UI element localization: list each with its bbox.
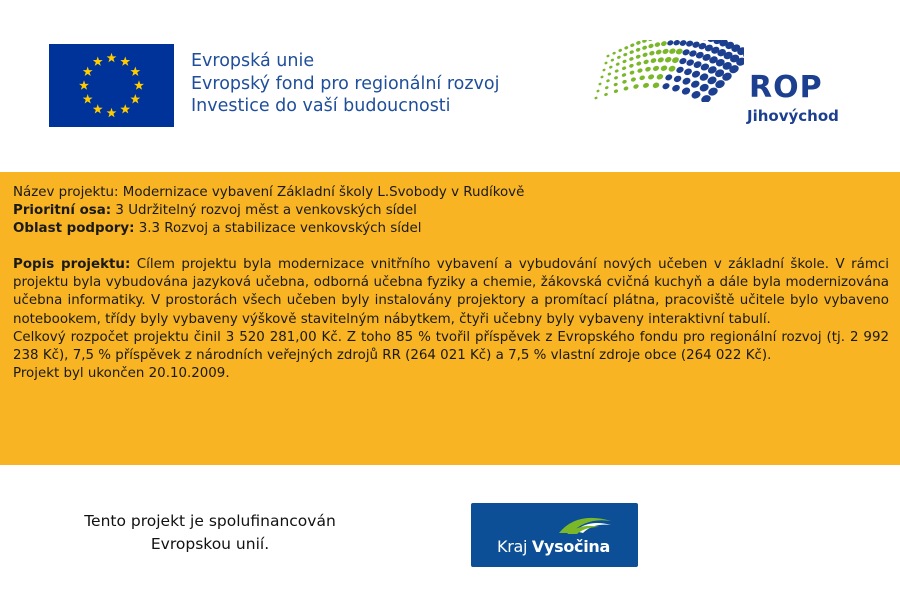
rop-dot xyxy=(613,82,618,87)
rop-dot xyxy=(681,86,692,96)
rop-dot xyxy=(691,69,701,79)
kraj-label-light: Kraj xyxy=(497,537,532,556)
project-name xyxy=(13,184,889,202)
rop-dot xyxy=(598,82,602,85)
rop-dot xyxy=(671,56,680,64)
rop-dot xyxy=(647,73,655,80)
rop-dot xyxy=(690,90,701,100)
rop-dot xyxy=(612,51,616,55)
support-area-value: 3.3 Rozvoj a stabilizace venkovských sídel xyxy=(134,221,422,237)
rop-dot xyxy=(650,57,657,64)
rop-dot xyxy=(614,76,619,81)
cofinance-line-2: Evropskou unií. xyxy=(150,535,270,553)
kraj-label-bold: Vysočina xyxy=(531,537,611,556)
rop-dot xyxy=(623,52,628,57)
project-description xyxy=(13,256,889,328)
rop-dot xyxy=(643,59,650,65)
rop-dot xyxy=(614,69,619,73)
rop-dot xyxy=(636,61,642,67)
rop-dot xyxy=(594,96,598,99)
project-description-value: Cílem projektu byla modernizace vnitřního vybavení a vybudování nových učeben v základní škole. V rámci projektu byla vybudována jazyková učebna, odborná učebna fyziky a chemie, žákovská cvičná kuchyň a dále byla modernizována učebna informatiky. V prostorách všech učeben byly instalovány projektory a promítací plátna, pracoviště učitele bylo vybaveno notebookem, třídy byly vybaveny výškově stavitelným nábytkem, čtyři učebny byly vybaveny interaktivní tabulí. xyxy=(13,257,890,327)
priority-axis xyxy=(13,202,889,220)
rop-dot xyxy=(617,55,622,59)
rop-dot xyxy=(675,66,684,75)
rop-dot xyxy=(655,49,662,56)
rop-dot xyxy=(652,81,660,89)
rop-dot xyxy=(610,58,614,62)
rop-dot xyxy=(639,75,646,81)
support-area xyxy=(13,220,889,238)
rop-dot xyxy=(613,89,618,94)
rop-dot xyxy=(609,65,613,69)
cofinance-line-1: Tento projekt je spolufinancován xyxy=(84,512,336,530)
project-name-value: Modernizace vybavení Základní školy L.Svobody v Rudíkově xyxy=(118,185,525,200)
eu-line-3: Investice do vaší budoucnosti xyxy=(191,96,451,116)
eu-line-1: Evropská unie xyxy=(191,51,315,71)
kraj-vysocina-logo xyxy=(471,503,638,567)
rop-dot xyxy=(656,73,664,81)
rop-dot xyxy=(648,43,655,49)
rop-dot xyxy=(682,48,691,56)
kraj-swoosh-icon xyxy=(557,513,613,535)
rop-dot xyxy=(678,57,687,65)
rop-dot xyxy=(621,66,626,71)
rop-dot xyxy=(668,65,677,73)
rop-dot xyxy=(657,56,665,63)
rop-logo-title: ROP xyxy=(749,70,823,105)
rop-dot xyxy=(636,40,642,45)
rop-dot xyxy=(671,84,681,93)
eu-line-2: Evropský fond pro regionální rozvoj xyxy=(191,73,500,94)
rop-dot xyxy=(664,73,673,81)
rop-dot xyxy=(629,56,635,61)
kraj-label xyxy=(497,537,610,556)
rop-dot xyxy=(664,56,672,64)
rop-dot xyxy=(673,40,681,46)
rop-dot xyxy=(652,65,660,72)
rop-dot xyxy=(629,50,634,55)
rop-dot xyxy=(622,79,628,84)
rop-dot xyxy=(642,52,648,58)
rop-dot xyxy=(660,40,667,47)
rop-dot xyxy=(679,40,688,47)
rop-dot xyxy=(630,43,635,48)
project-end: Projekt byl ukončen 20.10.2009. xyxy=(13,365,230,381)
rop-dot xyxy=(681,77,691,86)
rop-dot xyxy=(641,45,647,51)
rop-dot xyxy=(618,48,623,52)
rop-dot xyxy=(675,48,684,56)
rop-dot xyxy=(630,77,636,83)
cofinance-statement xyxy=(40,510,380,556)
eu-flag-logo xyxy=(49,44,174,127)
rop-dot xyxy=(661,82,670,90)
support-area-label: Oblast podpory: xyxy=(13,221,135,237)
rop-dot xyxy=(635,47,641,52)
rop-dot xyxy=(606,79,610,83)
rop-dot xyxy=(607,72,611,76)
rop-dot xyxy=(604,92,609,96)
priority-axis-label: Prioritní osa: xyxy=(13,203,112,219)
rop-dot xyxy=(624,46,629,50)
rop-dot xyxy=(605,86,609,90)
rop-dot xyxy=(600,75,604,78)
rop-dot xyxy=(633,83,640,89)
rop-dot xyxy=(648,50,655,56)
rop-dot xyxy=(690,79,701,89)
rop-dot xyxy=(668,47,676,54)
project-description-label: Popis projektu: xyxy=(13,257,131,273)
rop-dot xyxy=(683,67,693,76)
rop-dots-logo xyxy=(592,40,744,102)
rop-logo-subtitle: Jihovýchod xyxy=(747,107,839,125)
rop-dot xyxy=(622,59,627,64)
rop-dot xyxy=(685,58,695,67)
rop-dot xyxy=(635,54,641,59)
rop-dot xyxy=(629,70,635,76)
rop-dot xyxy=(628,63,634,68)
project-info-panel xyxy=(0,172,900,465)
rop-dot xyxy=(654,41,661,47)
project-budget: Celkový rozpočet projektu činil 3 520 281,00 Kč. Z toho 85 % tvořil příspěvek z Evropského fondu pro regionální rozvoj (tj. 2 992 238 Kč), 7,5 % příspěvek z národních veřejných zdrojů RR (264 021 Kč) a 7,5 % vlastní zdroje obce (264 022 Kč). xyxy=(13,329,889,363)
rop-dot xyxy=(602,68,606,71)
rop-dot xyxy=(698,82,710,92)
rop-dot xyxy=(662,48,670,55)
rop-dot xyxy=(606,54,610,57)
rop-dot xyxy=(660,64,668,72)
rop-dot xyxy=(615,62,620,66)
rop-dot xyxy=(647,40,653,42)
rop-dot xyxy=(642,82,650,89)
rop-dot xyxy=(596,89,600,92)
priority-axis-value: 3 Udržitelný rozvoj měst a venkovských sídel xyxy=(111,203,417,219)
project-name-label: Název projektu: xyxy=(13,185,119,200)
rop-dot xyxy=(673,75,683,84)
rop-dot xyxy=(666,40,674,46)
rop-dot xyxy=(641,40,647,44)
rop-dot xyxy=(621,72,627,77)
rop-dot xyxy=(644,66,651,73)
rop-dot xyxy=(637,68,644,74)
eu-text-block xyxy=(191,50,499,118)
rop-dot xyxy=(623,86,629,92)
rop-dot xyxy=(604,61,608,64)
